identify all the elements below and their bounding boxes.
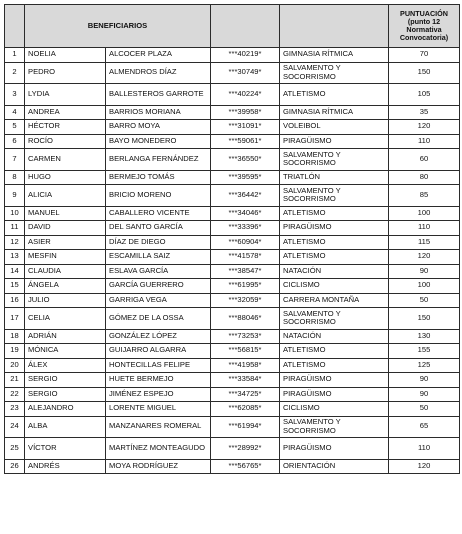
surname-cell: GARRIGA VEGA [106,293,211,308]
dni-cell: ***41578* [211,250,280,265]
table-row [5,402,460,417]
header-sport-cell [280,5,389,48]
row-number: 14 [5,264,25,279]
points-cell: 110 [389,438,460,460]
row-number: 18 [5,329,25,344]
sport-cell: ATLETISMO [280,84,389,106]
row-number: 19 [5,344,25,359]
sport-cell: NATACIÓN [280,329,389,344]
row-number: 24 [5,416,25,438]
row-number: 3 [5,84,25,106]
surname-cell: ALCOCER PLAZA [106,48,211,63]
sport-cell: ORIENTACIÓN [280,459,389,474]
surname-cell: MARTÍNEZ MONTEAGUDO [106,438,211,460]
dni-cell: ***56815* [211,344,280,359]
first-name-cell: JULIO [25,293,106,308]
first-name-cell: ROCÍO [25,134,106,149]
row-number: 8 [5,170,25,185]
points-cell: 70 [389,48,460,63]
points-cell: 105 [389,84,460,106]
row-number: 20 [5,358,25,373]
table-row [5,84,460,106]
surname-cell: BERLANGA FERNÁNDEZ [106,149,211,171]
table-header-row [5,5,460,48]
surname-cell: BAYO MONEDERO [106,134,211,149]
dni-cell: ***30749* [211,62,280,84]
table-row [5,235,460,250]
table-row [5,185,460,207]
first-name-cell: CARMEN [25,149,106,171]
sport-cell: NATACIÓN [280,264,389,279]
first-name-cell: ALBA [25,416,106,438]
table-row [5,170,460,185]
dni-cell: ***40219* [211,48,280,63]
table-row [5,62,460,84]
sport-cell: SALVAMENTO Y SOCORRISMO [280,149,389,171]
dni-cell: ***61995* [211,279,280,294]
surname-cell: GARCÍA GUERRERO [106,279,211,294]
row-number: 11 [5,221,25,236]
row-number: 17 [5,308,25,330]
row-number: 12 [5,235,25,250]
dni-cell: ***34046* [211,206,280,221]
points-cell: 115 [389,235,460,250]
sport-cell: SALVAMENTO Y SOCORRISMO [280,308,389,330]
dni-cell: ***33584* [211,373,280,388]
points-cell: 60 [389,149,460,171]
beneficiaries-table [4,4,460,474]
points-cell: 110 [389,221,460,236]
dni-cell: ***33396* [211,221,280,236]
surname-cell: BALLESTEROS GARROTE [106,84,211,106]
dni-cell: ***60904* [211,235,280,250]
first-name-cell: VÍCTOR [25,438,106,460]
surname-cell: HUETE BERMEJO [106,373,211,388]
first-name-cell: MESFIN [25,250,106,265]
first-name-cell: CLAUDIA [25,264,106,279]
sport-cell: CICLISMO [280,279,389,294]
table-row [5,149,460,171]
table-row [5,293,460,308]
points-cell: 85 [389,185,460,207]
sport-cell: PIRAGÜISMO [280,373,389,388]
sport-cell: ATLETISMO [280,235,389,250]
row-number: 16 [5,293,25,308]
row-number: 1 [5,48,25,63]
first-name-cell: HÉCTOR [25,120,106,135]
row-number: 23 [5,402,25,417]
points-cell: 100 [389,206,460,221]
table-row [5,387,460,402]
surname-cell: JIMÉNEZ ESPEJO [106,387,211,402]
surname-cell: GONZÁLEZ LÓPEZ [106,329,211,344]
table-row [5,48,460,63]
first-name-cell: ANDRÉS [25,459,106,474]
beneficiaries-sheet [4,4,459,474]
surname-cell: MANZANARES ROMERAL [106,416,211,438]
row-number: 5 [5,120,25,135]
dni-cell: ***34725* [211,387,280,402]
points-cell: 65 [389,416,460,438]
points-cell: 110 [389,134,460,149]
dni-cell: ***40224* [211,84,280,106]
surname-cell: DEL SANTO GARCÍA [106,221,211,236]
table-row [5,329,460,344]
first-name-cell: NOELIA [25,48,106,63]
sport-cell: PIRAGÜISMO [280,387,389,402]
table-row [5,120,460,135]
surname-cell: DÍAZ DE DIEGO [106,235,211,250]
points-cell: 50 [389,402,460,417]
header-index-cell [5,5,25,48]
first-name-cell: PEDRO [25,62,106,84]
points-cell: 125 [389,358,460,373]
points-cell: 100 [389,279,460,294]
first-name-cell: DAVID [25,221,106,236]
row-number: 15 [5,279,25,294]
dni-cell: ***39958* [211,105,280,120]
sport-cell: SALVAMENTO Y SOCORRISMO [280,185,389,207]
first-name-cell: HUGO [25,170,106,185]
sport-cell: ATLETISMO [280,358,389,373]
row-number: 25 [5,438,25,460]
surname-cell: GÓMEZ DE LA OSSA [106,308,211,330]
row-number: 7 [5,149,25,171]
points-cell: 130 [389,329,460,344]
header-dni-cell [211,5,280,48]
header-beneficiarios: BENEFICIARIOS [25,5,211,48]
points-cell: 90 [389,373,460,388]
surname-cell: HONTECILLAS FELIPE [106,358,211,373]
table-row [5,344,460,359]
table-row [5,105,460,120]
sport-cell: SALVAMENTO Y SOCORRISMO [280,62,389,84]
dni-cell: ***59061* [211,134,280,149]
first-name-cell: MÓNICA [25,344,106,359]
points-cell: 120 [389,459,460,474]
row-number: 21 [5,373,25,388]
first-name-cell: SERGIO [25,387,106,402]
sport-cell: GIMNASIA RÍTMICA [280,48,389,63]
sport-cell: ATLETISMO [280,250,389,265]
sport-cell: VOLEIBOL [280,120,389,135]
first-name-cell: ADRIÁN [25,329,106,344]
row-number: 13 [5,250,25,265]
points-cell: 80 [389,170,460,185]
dni-cell: ***39595* [211,170,280,185]
table-row [5,279,460,294]
row-number: 22 [5,387,25,402]
first-name-cell: ÁNGELA [25,279,106,294]
sport-cell: PIRAGÜISMO [280,221,389,236]
surname-cell: ALMENDROS DÍAZ [106,62,211,84]
sport-cell: SALVAMENTO Y SOCORRISMO [280,416,389,438]
dni-cell: ***73253* [211,329,280,344]
dni-cell: ***62085* [211,402,280,417]
table-row [5,206,460,221]
table-row [5,358,460,373]
first-name-cell: ASIER [25,235,106,250]
dni-cell: ***56765* [211,459,280,474]
points-cell: 155 [389,344,460,359]
table-row [5,308,460,330]
sport-cell: ATLETISMO [280,206,389,221]
first-name-cell: SERGIO [25,373,106,388]
points-cell: 90 [389,264,460,279]
dni-cell: ***88046* [211,308,280,330]
points-cell: 150 [389,308,460,330]
first-name-cell: ALICIA [25,185,106,207]
points-cell: 120 [389,250,460,265]
row-number: 10 [5,206,25,221]
row-number: 2 [5,62,25,84]
dni-cell: ***36442* [211,185,280,207]
header-puntuacion: PUNTUACIÓN (punto 12 Normativa Convocatoria) [389,5,460,48]
first-name-cell: ANDREA [25,105,106,120]
row-number: 6 [5,134,25,149]
dni-cell: ***31091* [211,120,280,135]
dni-cell: ***41958* [211,358,280,373]
points-cell: 35 [389,105,460,120]
dni-cell: ***36550* [211,149,280,171]
sport-cell: PIRAGÜISMO [280,134,389,149]
surname-cell: LORENTE MIGUEL [106,402,211,417]
surname-cell: CABALLERO VICENTE [106,206,211,221]
first-name-cell: ÁLEX [25,358,106,373]
surname-cell: BARRIOS MORIANA [106,105,211,120]
table-row [5,416,460,438]
surname-cell: MOYA RODRÍGUEZ [106,459,211,474]
surname-cell: ESCAMILLA SAIZ [106,250,211,265]
table-row [5,221,460,236]
table-row [5,373,460,388]
table-row [5,459,460,474]
surname-cell: GUIJARRO ALGARRA [106,344,211,359]
first-name-cell: ALEJANDRO [25,402,106,417]
points-cell: 50 [389,293,460,308]
table-row [5,438,460,460]
row-number: 4 [5,105,25,120]
sport-cell: CARRERA MONTAÑA [280,293,389,308]
dni-cell: ***38547* [211,264,280,279]
surname-cell: BARRO MOYA [106,120,211,135]
first-name-cell: LYDIA [25,84,106,106]
surname-cell: BRICIO MORENO [106,185,211,207]
dni-cell: ***28992* [211,438,280,460]
sport-cell: CICLISMO [280,402,389,417]
surname-cell: BERMEJO TOMÁS [106,170,211,185]
row-number: 9 [5,185,25,207]
sport-cell: PIRAGÜISMO [280,438,389,460]
table-row [5,264,460,279]
row-number: 26 [5,459,25,474]
sport-cell: GIMNASIA RÍTMICA [280,105,389,120]
points-cell: 120 [389,120,460,135]
points-cell: 150 [389,62,460,84]
table-body [5,48,460,474]
dni-cell: ***32059* [211,293,280,308]
first-name-cell: CELIA [25,308,106,330]
sport-cell: TRIATLÓN [280,170,389,185]
points-cell: 90 [389,387,460,402]
table-row [5,134,460,149]
surname-cell: ESLAVA GARCÍA [106,264,211,279]
first-name-cell: MANUEL [25,206,106,221]
table-row [5,250,460,265]
sport-cell: ATLETISMO [280,344,389,359]
dni-cell: ***61994* [211,416,280,438]
